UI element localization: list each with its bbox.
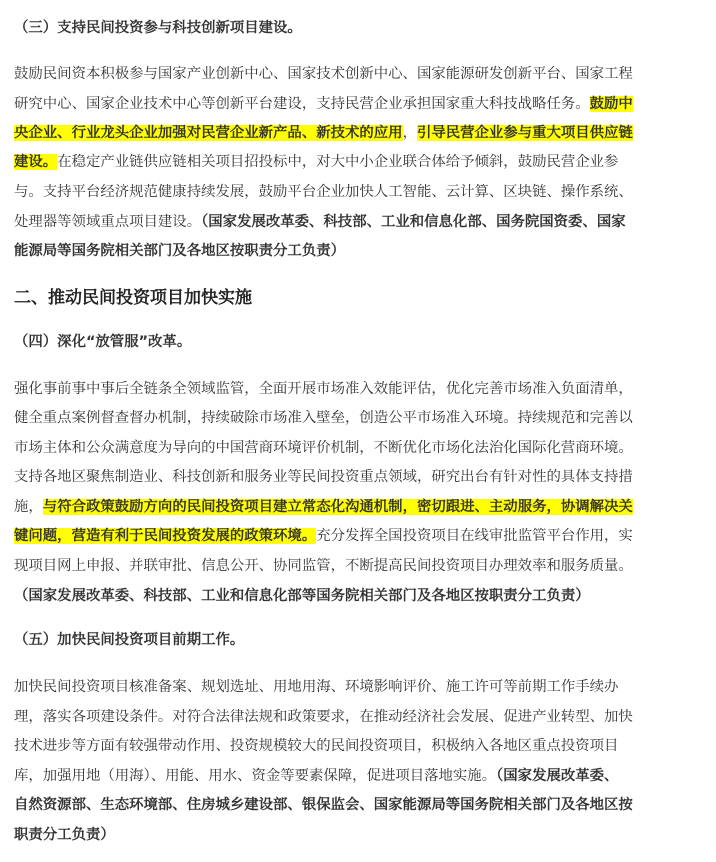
subsection-title-3: （三）支持民间投资参与科技创新项目建设。 xyxy=(14,20,302,36)
paragraph-line: 加快民间投资项目核准备案、规划选址、用地用海、环境影响评价、施工许可等前期工作手续办 xyxy=(14,679,619,695)
paragraph-line: 现项目网上申报、并联审批、信息公开、协同监管，不断提高民间投资项目办理效率和服务质量。 xyxy=(14,558,633,574)
responsibility-note: 自然资源部、生态环境部、住房城乡建设部、银保监会、国家能源局等国务院相关部门及各地区按 xyxy=(14,797,633,813)
subsection-title-5: （五）加快民间投资项目前期工作。 xyxy=(14,632,245,648)
paragraph-line: 支持各地区聚焦制造业、科技创新和服务业等民间投资重点领域，研究出台有针对性的具体支持措 xyxy=(14,469,633,485)
paragraph-line: 研究中心、国家企业技术中心等创新平台建设，支持民营企业承担国家重大科技战略任务。鼓励中 xyxy=(14,96,633,112)
paragraph-line: 技术进步等方面有较强带动作用、投资规模较大的民间投资项目，积极纳入各地区重点投资项目 xyxy=(14,738,619,754)
paragraph-line: 键问题，营造有利于民间投资发展的政策环境。充分发挥全国投资项目在线审批监管平台作用，实 xyxy=(14,528,633,544)
responsibility-note: 职责分工负责） xyxy=(14,827,115,843)
paragraph-line: 健全重点案例督查督办机制，持续破除市场准入壁垒，创造公平市场准入环境。持续规范和完善以 xyxy=(14,410,633,426)
highlighted-text: 引导民营企业参与重大项目供应链 xyxy=(416,125,633,141)
responsibility-note: （国家发展改革委、 xyxy=(496,768,619,784)
paragraph-line: 建设。在稳定产业链供应链相关项目招投标中，对大中小企业联合体给予倾斜，鼓励民营企业参 xyxy=(14,154,619,170)
paragraph-line: 与。支持平台经济规范健康持续发展，鼓励平台企业加快人工智能、云计算、区块链、操作系统、 xyxy=(14,184,633,200)
subsection-title-4: （四）深化“放管服”改革。 xyxy=(14,334,192,350)
paragraph-line: 处理器等领域重点项目建设。（国家发展改革委、科技部、工业和信息化部、国务院国资委、国家 xyxy=(14,214,626,230)
paragraph-line: 库，加强用地（用海）、用能、用水、资金等要素保障，促进项目落地实施。（国家发展改革委、 xyxy=(14,768,619,784)
responsibility-note: （国家发展改革委、科技部、工业和信息化部、国务院国资委、国家 xyxy=(201,214,626,230)
paragraph-line: 鼓励民间资本积极参与国家产业创新中心、国家技术创新中心、国家能源研发创新平台、国家工程 xyxy=(14,66,633,82)
highlighted-text: 建设。 xyxy=(14,154,58,170)
highlighted-text: 键问题，营造有利于民间投资发展的政策环境。 xyxy=(14,528,317,544)
section-heading-2: 二、推动民间投资项目加快实施 xyxy=(14,288,252,308)
paragraph-line: 市场主体和公众满意度为导向的中国营商环境评价机制，不断优化市场化法治化国际化营商环境。 xyxy=(14,440,633,456)
responsibility-note: 能源局等国务院相关部门及各地区按职责分工负责） xyxy=(14,243,345,259)
responsibility-note: （国家发展改革委、科技部、工业和信息化部等国务院相关部门及各地区按职责分工负责） xyxy=(14,588,590,604)
paragraph-line: 央企业、行业龙头企业加强对民营企业新产品、新技术的应用，引导民营企业参与重大项目供应链 xyxy=(14,125,633,141)
highlighted-text: 央企业、行业龙头企业加强对民营企业新产品、新技术的应用 xyxy=(14,125,403,141)
paragraph-line: 理，落实各项建设条件。对符合法律法规和政策要求，在推动经济社会发展、促进产业转型、加快 xyxy=(14,709,633,725)
paragraph-line: 强化事前事中事后全链条全领域监管，全面开展市场准入效能评估，优化完善市场准入负面清单， xyxy=(14,381,633,397)
highlighted-text: 与符合政策鼓励方向的民间投资项目建立常态化沟通机制，密切跟进、主动服务，协调解决关 xyxy=(42,499,633,515)
highlighted-text: 鼓励中 xyxy=(589,96,633,112)
paragraph-line: 施，与符合政策鼓励方向的民间投资项目建立常态化沟通机制，密切跟进、主动服务，协调解决关 xyxy=(14,499,633,515)
